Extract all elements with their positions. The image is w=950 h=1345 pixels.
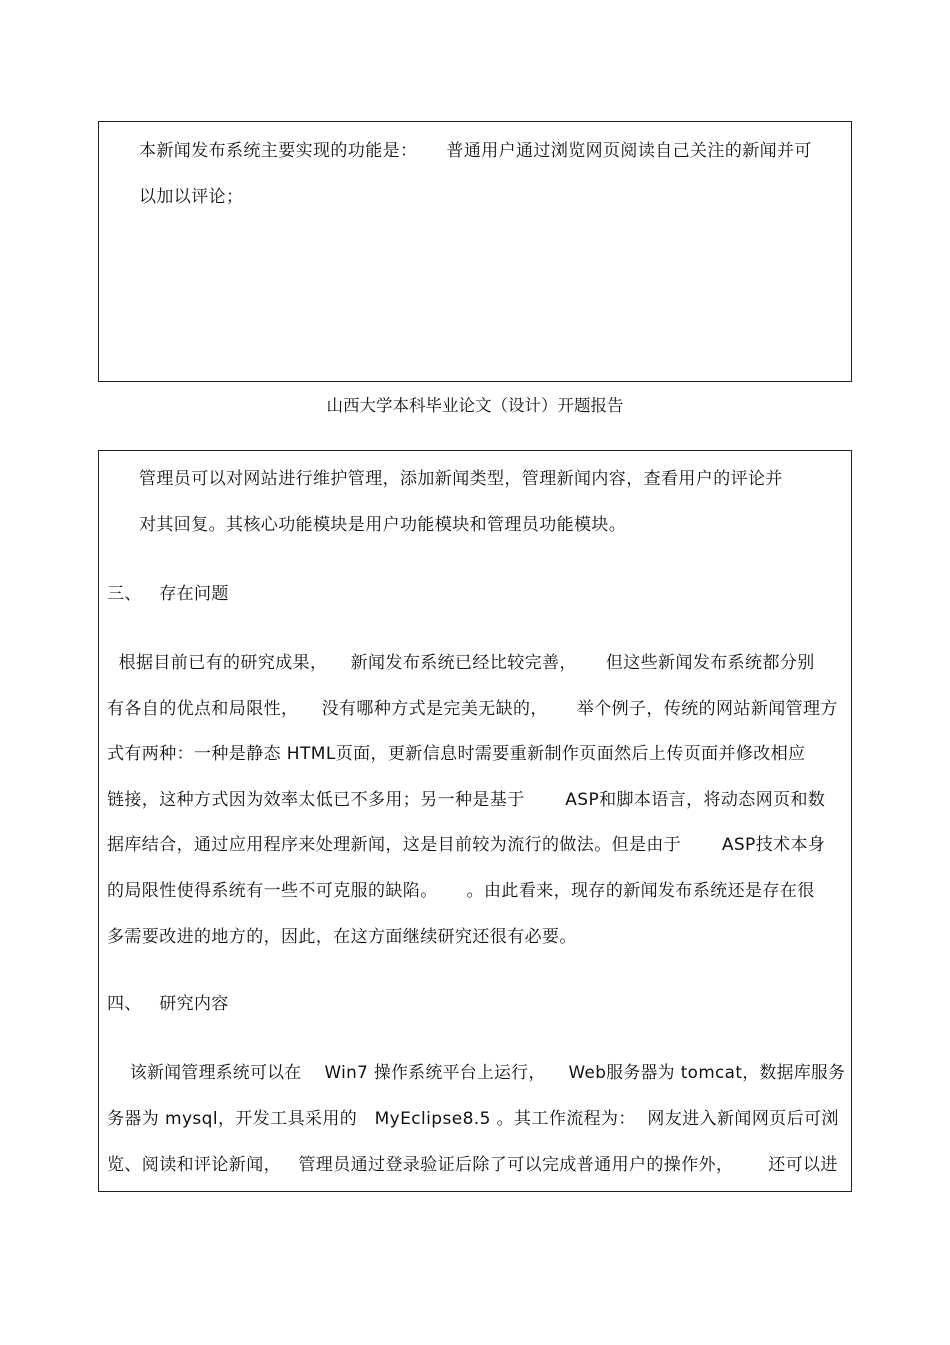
text-line: 有各自的优点和局限性， 没有哪种方式是完美无缺的， 举个例子，传统的网站新闻管理方 xyxy=(107,699,838,719)
text-line: 根据目前已有的研究成果， 新闻发布系统已经比较完善， 但这些新闻发布系统都分别 xyxy=(107,653,815,673)
section-heading: 三、 存在问题 xyxy=(107,584,229,604)
text-line: 务器为 mysql，开发工具采用的 MyEclipse8.5 。其工作流程为： 网友进入新闻网页后可浏 xyxy=(107,1109,839,1129)
text-line: 多需要改进的地方的，因此，在这方面继续研究还很有必要。 xyxy=(107,927,577,947)
section-heading: 四、 研究内容 xyxy=(107,994,229,1014)
text-line: 览、阅读和评论新闻， 管理员通过登录验证后除了可以完成普通用户的操作外， 还可以进 xyxy=(107,1155,838,1175)
text-line: 链接，这种方式因为效率太低已不多用；另一种是基于 ASP和脚本语言，将动态网页和数 xyxy=(107,790,826,810)
page-header-caption: 山西大学本科毕业论文（设计）开题报告 xyxy=(326,396,624,415)
text-line: 的局限性使得系统有一些不可克服的缺陷。 。由此看来，现存的新闻发布系统还是存在很 xyxy=(107,881,815,901)
text-line: 管理员可以对网站进行维护管理，添加新闻类型，管理新闻内容，查看用户的评论并 xyxy=(139,469,783,489)
text-line: 以加以评论； xyxy=(139,187,244,207)
text-line: 该新闻管理系统可以在 Win7 操作系统平台上运行， Web服务器为 tomcat，数据库服务 xyxy=(107,1063,846,1083)
text-line: 对其回复。其核心功能模块是用户功能模块和管理员功能模块。 xyxy=(139,515,627,535)
text-line: 据库结合，通过应用程序来处理新闻，这是目前较为流行的做法。但是由于 ASP技术本身 xyxy=(107,835,826,855)
text-line: 本新闻发布系统主要实现的功能是： 普通用户通过浏览网页阅读自己关注的新闻并可 xyxy=(139,141,812,161)
text-line: 式有两种：一种是静态 HTML页面，更新信息时需要重新制作页面然后上传页面并修改相应 xyxy=(107,744,806,764)
